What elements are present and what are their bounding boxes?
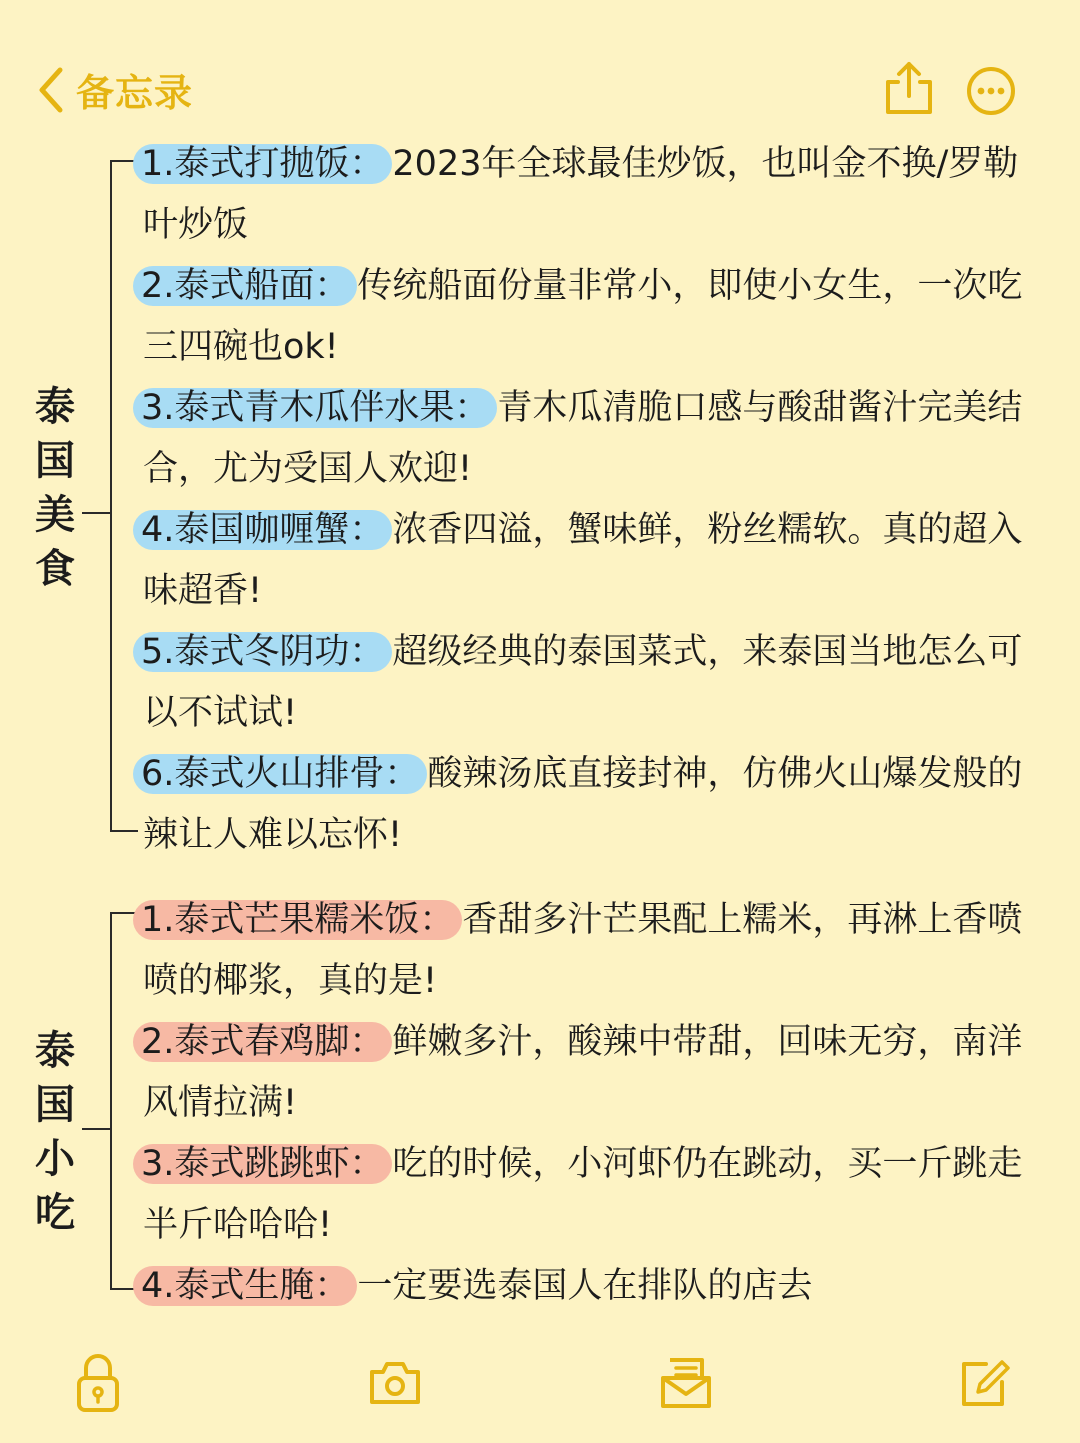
share-icon — [880, 60, 938, 118]
list-item — [143, 1012, 1038, 1134]
item-text: 一定要选泰国人在排队的店去 — [357, 1266, 813, 1306]
mail-icon — [660, 1356, 712, 1410]
share-button[interactable] — [880, 60, 938, 122]
item-text: 2023年全球最佳炒饭，也叫金不换/罗勒叶炒饭 — [143, 144, 1019, 245]
back-button[interactable] — [36, 62, 193, 117]
section-label — [33, 1024, 77, 1240]
item-text: 鲜嫩多汁，酸辣中带甜，回味无穷，南洋风情拉满! — [143, 1022, 1023, 1123]
item-title: 2.泰式春鸡脚： — [133, 1022, 392, 1062]
item-title: 6.泰式火山排骨： — [133, 754, 427, 794]
item-list — [143, 890, 1038, 1317]
item-title: 2.泰式船面： — [133, 266, 357, 306]
back-label: 备忘录 — [76, 71, 194, 115]
list-item — [143, 500, 1038, 622]
list-item — [143, 744, 1038, 866]
item-text: 超级经典的泰国菜式，来泰国当地怎么可以不试试! — [143, 632, 1023, 733]
lock-icon — [76, 1352, 120, 1414]
bottom-toolbar — [0, 1340, 1080, 1440]
list-item — [143, 890, 1038, 1012]
item-title: 1.泰式打抛饭： — [133, 144, 392, 184]
list-item — [143, 378, 1038, 500]
item-list — [143, 134, 1038, 866]
more-button[interactable] — [966, 66, 1016, 120]
camera-icon — [368, 1360, 422, 1406]
item-title: 3.泰式跳跳虾： — [133, 1144, 392, 1184]
lock-button[interactable] — [76, 1352, 120, 1418]
item-text: 传统船面份量非常小，即使小女生，一次吃三四碗也ok! — [143, 266, 1023, 367]
compose-icon — [958, 1356, 1012, 1410]
item-text: 浓香四溢，蟹味鲜，粉丝糯软。真的超入味超香! — [143, 510, 1023, 611]
item-title: 1.泰式芒果糯米饭： — [133, 900, 462, 940]
section-label-text: 泰国美食 — [35, 384, 75, 592]
more-icon — [966, 66, 1016, 116]
list-item — [143, 256, 1038, 378]
item-text: 吃的时候，小河虾仍在跳动，买一斤跳走半斤哈哈哈! — [143, 1144, 1023, 1245]
mail-button[interactable] — [660, 1356, 712, 1414]
item-text: 酸辣汤底直接封神，仿佛火山爆发般的辣让人难以忘怀! — [143, 754, 1023, 855]
section-label-text: 泰国小吃 — [35, 1028, 75, 1236]
chevron-left-icon — [36, 66, 66, 114]
item-title: 5.泰式冬阴功： — [133, 632, 392, 672]
item-title: 4.泰式生腌： — [133, 1266, 357, 1306]
list-item — [143, 134, 1038, 256]
item-text: 香甜多汁芒果配上糯米，再淋上香喷喷的椰浆，真的是! — [143, 900, 1023, 1001]
item-title: 4.泰国咖喱蟹： — [133, 510, 392, 550]
top-bar — [0, 0, 1080, 140]
item-text: 青木瓜清脆口感与酸甜酱汁完美结合，尤为受国人欢迎! — [143, 388, 1023, 489]
compose-button[interactable] — [958, 1356, 1012, 1414]
camera-button[interactable] — [368, 1360, 422, 1410]
list-item — [143, 622, 1038, 744]
section-label — [33, 380, 77, 596]
item-title: 3.泰式青木瓜伴水果： — [133, 388, 497, 428]
list-item — [143, 1134, 1038, 1256]
list-item — [143, 1256, 1038, 1317]
